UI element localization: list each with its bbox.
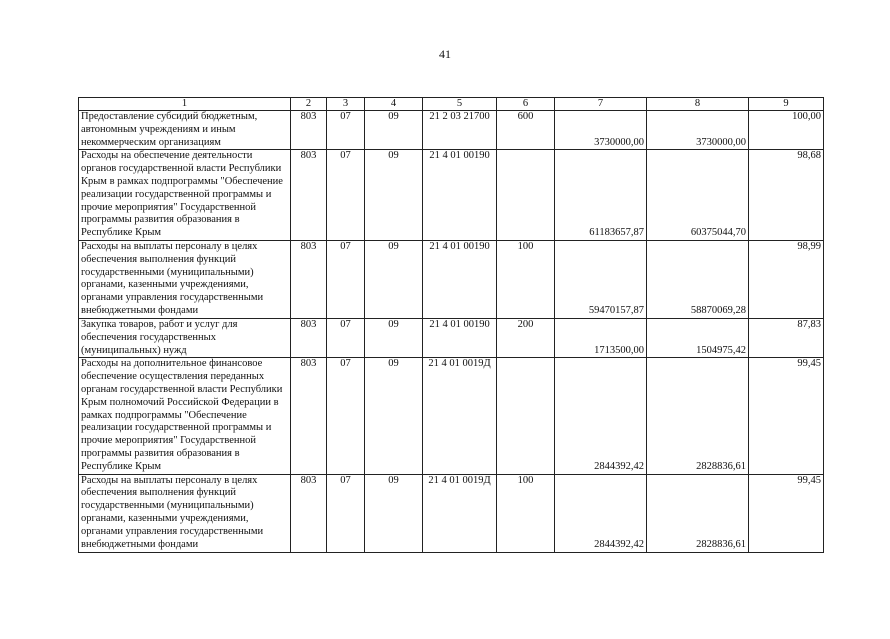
page-number: 41 (439, 47, 451, 61)
target-article-code: 21 4 01 0019Д (423, 474, 497, 552)
section-code: 07 (327, 474, 365, 552)
expense-type-code (497, 150, 555, 241)
planned-amount: 61183657,87 (555, 150, 647, 241)
header-cell: 4 (365, 98, 423, 111)
header-cell: 6 (497, 98, 555, 111)
ministry-code: 803 (291, 318, 327, 357)
target-article-code: 21 4 01 00190 (423, 150, 497, 241)
expense-type-code: 200 (497, 318, 555, 357)
executed-amount: 60375044,70 (647, 150, 749, 241)
execution-percent: 99,45 (749, 358, 824, 474)
expense-name: Расходы на выплаты персоналу в целях обеспечения выполнения функций государственными (муниципальными) органами, казенными учреждениями, органами управления государственными внебюджетными фондами (79, 240, 291, 318)
expense-type-code: 600 (497, 111, 555, 150)
execution-percent: 98,99 (749, 240, 824, 318)
section-code: 07 (327, 150, 365, 241)
ministry-code: 803 (291, 240, 327, 318)
ministry-code: 803 (291, 358, 327, 474)
expense-name: Закупка товаров, работ и услуг для обеспечения государственных (муниципальных) нужд (79, 318, 291, 357)
section-code: 07 (327, 358, 365, 474)
execution-percent: 98,68 (749, 150, 824, 241)
section-code: 07 (327, 318, 365, 357)
executed-amount: 2828836,61 (647, 474, 749, 552)
ministry-code: 803 (291, 150, 327, 241)
ministry-code: 803 (291, 474, 327, 552)
ministry-code: 803 (291, 111, 327, 150)
header-cell: 3 (327, 98, 365, 111)
table-row (79, 111, 824, 150)
section-code: 07 (327, 240, 365, 318)
table-header-row (79, 98, 824, 111)
subsection-code: 09 (365, 358, 423, 474)
expense-name: Предоставление субсидий бюджетным, автономным учреждениям и иным некоммерческим организациям (79, 111, 291, 150)
executed-amount: 2828836,61 (647, 358, 749, 474)
table-row (79, 240, 824, 318)
planned-amount: 2844392,42 (555, 474, 647, 552)
planned-amount: 2844392,42 (555, 358, 647, 474)
table-row (79, 474, 824, 552)
executed-amount: 3730000,00 (647, 111, 749, 150)
target-article-code: 21 4 01 00190 (423, 318, 497, 357)
header-cell: 9 (749, 98, 824, 111)
subsection-code: 09 (365, 240, 423, 318)
subsection-code: 09 (365, 111, 423, 150)
subsection-code: 09 (365, 150, 423, 241)
target-article-code: 21 4 01 0019Д (423, 358, 497, 474)
header-cell: 1 (79, 98, 291, 111)
executed-amount: 58870069,28 (647, 240, 749, 318)
table-body (79, 98, 824, 553)
header-cell: 8 (647, 98, 749, 111)
header-cell: 7 (555, 98, 647, 111)
executed-amount: 1504975,42 (647, 318, 749, 357)
execution-percent: 99,45 (749, 474, 824, 552)
subsection-code: 09 (365, 474, 423, 552)
header-cell: 2 (291, 98, 327, 111)
execution-percent: 100,00 (749, 111, 824, 150)
expense-name: Расходы на дополнительное финансовое обеспечение осуществления переданных органам государственной власти Республики Крым полномочий Российской Федерации в рамках подпрограммы "Обеспечение реализации государственной программы и прочие мероприятия" Государственной программы развития образования в Республике Крым (79, 358, 291, 474)
expense-name: Расходы на выплаты персоналу в целях обеспечения выполнения функций государственными (муниципальными) органами, казенными учреждениями, органами управления государственными внебюджетными фондами (79, 474, 291, 552)
target-article-code: 21 2 03 21700 (423, 111, 497, 150)
expense-name: Расходы на обеспечение деятельности органов государственной власти Республики Крым в рамках подпрограммы "Обеспечение реализации государственной программы и прочие мероприятия" Государственной программы развития образования в Республике Крым (79, 150, 291, 241)
subsection-code: 09 (365, 318, 423, 357)
expense-type-code: 100 (497, 474, 555, 552)
table-row (79, 358, 824, 474)
target-article-code: 21 4 01 00190 (423, 240, 497, 318)
planned-amount: 3730000,00 (555, 111, 647, 150)
header-cell: 5 (423, 98, 497, 111)
table-row (79, 150, 824, 241)
budget-table (78, 97, 824, 553)
execution-percent: 87,83 (749, 318, 824, 357)
planned-amount: 1713500,00 (555, 318, 647, 357)
expense-type-code: 100 (497, 240, 555, 318)
expense-type-code (497, 358, 555, 474)
planned-amount: 59470157,87 (555, 240, 647, 318)
section-code: 07 (327, 111, 365, 150)
table-row (79, 318, 824, 357)
